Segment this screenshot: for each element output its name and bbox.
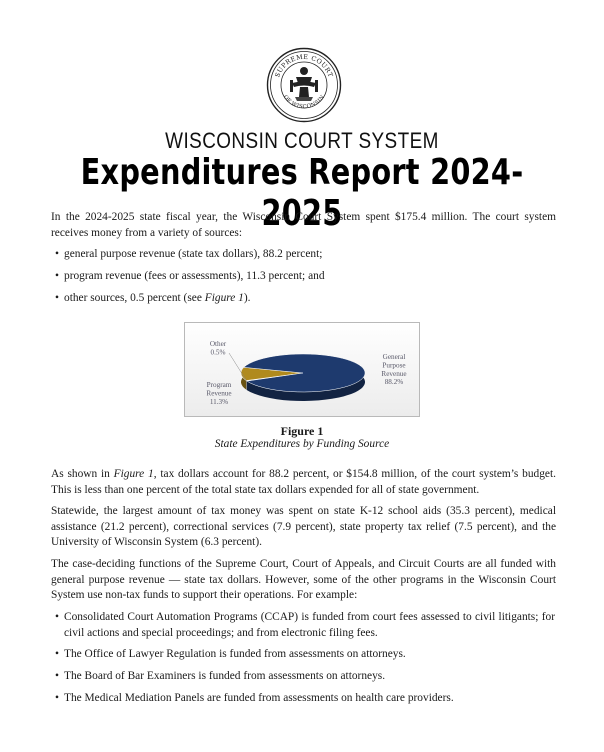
- label-other-leader-line: [229, 353, 246, 381]
- label-program-revenue: Program Revenue 11.3%: [206, 381, 232, 406]
- paragraph-statewide-spending: Statewide, the largest amount of tax money was spent on state K-12 school aids (35.3 percent), medical assistance (21.2 percent), correctional services (7.9 percent), state property tax relief (7.5 percent), and the University of Wisconsin System (6.3 percent).: [51, 505, 556, 548]
- label-other: Other 0.5%: [209, 340, 227, 357]
- bullet-icon: •: [55, 292, 59, 304]
- program-bar-examiners: The Board of Bar Examiners is funded from assessments on attorneys.: [64, 670, 386, 682]
- list-item: [55, 647, 555, 663]
- figure-reference: Figure 1: [204, 292, 244, 304]
- bullet-icon: •: [55, 248, 59, 260]
- source-general-purpose: general purpose revenue (state tax dollars), 88.2 percent;: [64, 248, 323, 260]
- figure-reference: Figure 1: [113, 468, 154, 480]
- bullet-icon: •: [55, 270, 59, 282]
- list-item: [55, 610, 555, 641]
- program-lawyer-regulation: The Office of Lawyer Regulation is funded from assessments on attorneys.: [64, 648, 406, 660]
- source-program-revenue: program revenue (fees or assessments), 11.3 percent; and: [64, 270, 325, 282]
- intro-paragraph: In the 2024-2025 state fiscal year, the Wisconsin Court System spent $175.4 million. The court system receives money from a variety of sources:: [51, 211, 556, 239]
- paragraph-tax-share: As shown in Figure 1, tax dollars account for 88.2 percent, or $154.8 million, of the court system’s budget. This is less than one percent of the total state tax dollars expended for all of state government.: [51, 468, 556, 496]
- slice-other-side: [246, 381, 247, 391]
- organization-name: WISCONSIN COURT SYSTEM: [165, 128, 439, 153]
- supreme-court-seal: [266, 47, 342, 123]
- pie-chart: [184, 322, 420, 417]
- bullet-icon: •: [55, 692, 59, 704]
- page-title: Expenditures Report 2024-2025: [80, 152, 524, 234]
- figure-label: Figure 1: [280, 424, 324, 438]
- list-item: [55, 269, 555, 285]
- figure-caption: State Expenditures by Funding Source: [214, 438, 390, 450]
- program-medical-mediation: The Medical Mediation Panels are funded from assessments on health care providers.: [64, 692, 454, 704]
- list-item: [55, 691, 555, 707]
- list-item: [55, 247, 555, 263]
- label-general-purpose-revenue: General Purpose Revenue 88.2%: [381, 353, 407, 387]
- bullet-icon: •: [55, 648, 59, 660]
- list-item: [55, 291, 555, 307]
- bullet-icon: •: [55, 611, 59, 623]
- seal-top-text: SUPREME COURT: [273, 52, 335, 79]
- bullet-icon: •: [55, 670, 59, 682]
- seal-bottom-text: OF WISCONSIN: [281, 94, 327, 111]
- program-ccap: Consolidated Court Automation Programs (CCAP) is funded from court fees assessed to civil litigants; for civil actions and special proceedings; and from electronic filing fees.: [64, 611, 555, 639]
- paragraph-funding-sources: The case-deciding functions of the Supreme Court, Court of Appeals, and Circuit Courts are all funded with general purpose revenue — state tax dollars. However, some of the other programs in the Wisconsin Court System use non-tax funds to support their operations. For example:: [51, 558, 556, 601]
- list-item: [55, 669, 555, 685]
- source-other: other sources, 0.5 percent (see Figure 1).: [64, 292, 251, 304]
